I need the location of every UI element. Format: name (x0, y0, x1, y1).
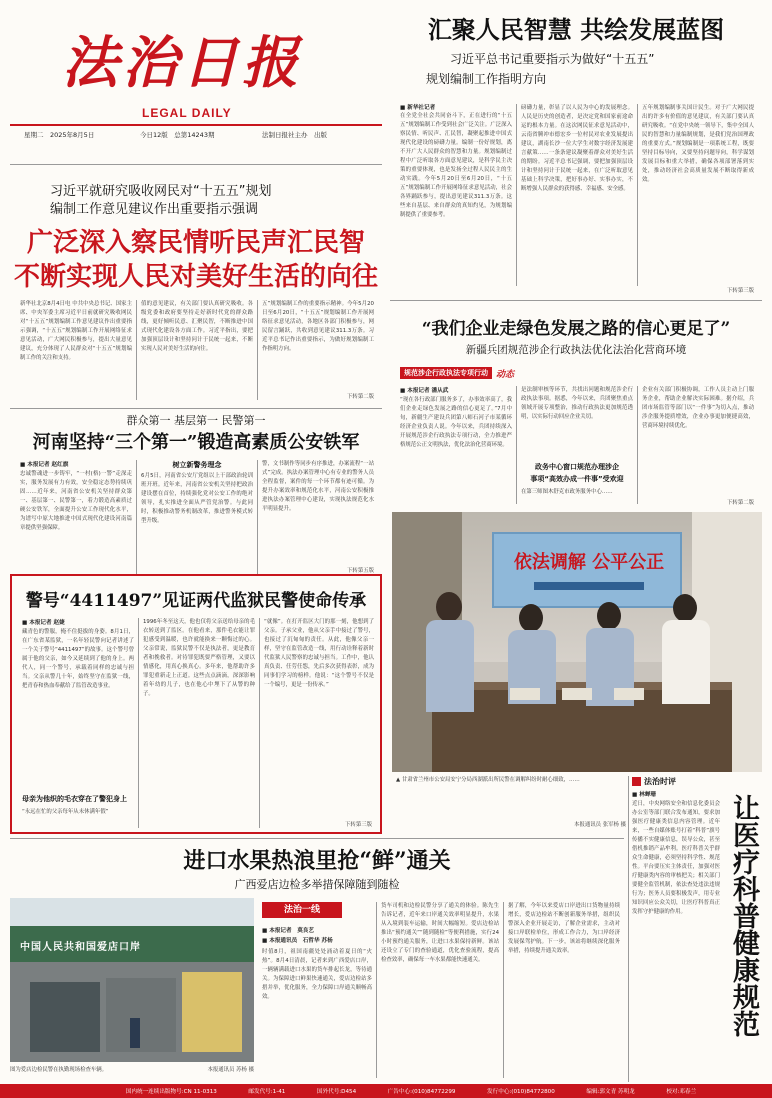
top-story-subtitle-2: 规划编制工作指明方向 (426, 72, 547, 86)
green-story-tag-2: 动态 (496, 369, 515, 380)
masthead-publisher: 法制日报社主办 出版 (262, 131, 327, 139)
masthead-date: 星期二 2025年8月5日 (24, 131, 95, 139)
fruit-story (10, 840, 624, 1082)
police-story-byline: ■ 本报记者 赵红旗 (20, 462, 69, 468)
masthead-logo-en: LEGAL DAILY (142, 106, 232, 120)
police-no-story-col-1: 藏青色的警服，掩不住挺拔的身姿。8月1日，在广东省某监狱，一名年轻民警向记者讲述了一个关于警号“4411497”的故事。这个警号曾属于他的父亲，如今又延续到了他的身上。两代人，同一个警号，承载着同样的忠诚与担当。父亲从警几十年，始终坚守在监狱一线，把青春和热血奉献给了监管改造事业。 (22, 629, 134, 689)
fruit-photo (10, 898, 254, 1062)
fruit-story-byline-1: ■ 本报记者 莫良艺 (262, 928, 314, 934)
lead-story-col-1: 新华社北京8月4日电 中共中央总书记、国家主席、中央军委主席习近平日前就研究吸收网民对“十五五”规划编制工作意见建议作出重要指示强调，“十五五”规划编制工作开展网络征求意见活动，广大网民积极参与，提出大量意见建议，充分体现了人民群众对“十五五”规划编制工作的关注和支持。 (20, 301, 132, 361)
fruit-photo-credit: 本报通讯员 苏杨 摄 (207, 1067, 254, 1073)
lead-story-kicker-1: 习近平就研究吸收网民对“十五五”规划 (50, 184, 272, 199)
top-story-title: 汇聚人民智慧 共绘发展蓝图 (427, 15, 725, 44)
green-story-footer: 下转第二版 (727, 500, 754, 506)
top-story-byline: ■ 新华社记者 (400, 105, 436, 111)
police-no-story-col-3: “就像”。在打开监区大门的那一刻，他想到了父亲。子承父业，他从父亲手中接过了警号，也接过了沉甸甸的责任。从此，他像父亲一样，坚守在监管改造一线，用行动诠释着新时代监狱人民警察的忠诚与担当。工作中，他认真负责、任劳任怨，先后多次获得表彰，成为同事们学习的榜样。他说：“这个警号不仅是一个编号，更是一份传承。” (264, 619, 374, 688)
green-story-subtitle: 新疆兵团规范涉企行政执法优化法治化营商环境 (465, 344, 687, 356)
top-story-col-2: 磅礴力量，彰显了以人民为中心的发展理念。人民是历史的创造者，是决定党和国家前途命运的根本力量。在这次网民征求意见活动中，云南省腾冲市德宏乡一位村民对农业发展提出建议，湖南长沙一位大学生对数字经济发展建言献策……一条条建议凝聚着群众对美好生活的期盼。习近平总书记强调，要把加强顶层设计和坚持问计于民统一起来，在广泛听取意见基础上科学决策，把好事办好、实事办实，不断增强人民群众的获得感、幸福感、安全感。 (521, 105, 633, 192)
police-story-title: 河南坚持“三个第一”锻造高素质公安铁军 (32, 432, 360, 453)
main-photo-caption-text: ▲ 甘肃省兰州市公安局安宁分局西湖派出所民警在调解纠纷时耐心细致，…… (396, 777, 580, 783)
column-tag (632, 776, 676, 787)
green-story-col-1: “现在各行政部门服务多了，办事效率高了，我们企业走绿色发展之路的信心更足了。”7月中旬，新疆生产建设兵团第八师石河子市某循环经济企业负责人说。今年以来，兵团持续深入开展规范涉企行政执法专项行动，全力推进严格规范公正文明执法，优化法治化营商环境。 (400, 397, 512, 448)
footer-item-proof: 校对:邓春兰 (666, 1089, 697, 1095)
police-no-story-lead: “永远在忙的父亲每年从未休满年假” (22, 809, 109, 815)
lead-story-col-2: 值的意见建议，有关部门要认真研究吸收。各级党委和政府要坚持走好新时代党的群众路线，更好倾听民意、汇聚民智，不断推进中国式现代化建设各方面工作。习近平指出，要把加强顶层设计和坚持问计于民统一起来，不断实现人民对美好生活的向往。 (141, 301, 253, 352)
footer-item-issn: 国内统一连续出版物号:CN 11-0313 (125, 1089, 217, 1095)
page-footer (0, 1084, 772, 1098)
fruit-story-col-2: 货车司机和边检民警分享了通关的体验。陈先生告诉记者，近年来口岸通关效率明显提升，水果从入境到装车运输，时间大幅缩短。爱店边检站推出“预约通关”“随到随检”等便利措施，实行24小时预约通关服务，让进口水果保持新鲜。该站还设立了专门的查验通道，优化查验流程，提高检查效率，确保每一车水果都能快速通关。 (381, 903, 499, 963)
top-story-subtitle-1: 习近平总书记重要指示为做好“十五五” (450, 52, 655, 66)
fruit-story-byline-2: ■ 本报通讯员 石哲华 苏杨 (262, 938, 333, 944)
police-story-col-2: 6月5日，河南省公安厅党组以上干部政治轮训班开班。近年来，河南省公安机关坚持把政治建设摆在首位，持续强化党对公安工作的绝对领导，扎实推进全面从严管党治警。与此同时，积极推动警务机制改革，推进警务模式转型升级。 (141, 473, 253, 524)
column (632, 776, 762, 1082)
green-story-title: “我们企业走绿色发展之路的信心更足了” (421, 319, 731, 339)
green-story (390, 302, 762, 510)
police-no-story-subhead: 母亲为他织的毛衣穿在了警犯身上 (22, 795, 127, 803)
masthead (10, 10, 382, 158)
column-byline: ■ 林蝉珊 (632, 792, 657, 798)
fruit-story-col-1: 时值8月，祖国南疆处处涌动着夏日的“火热”。8月4日清晨，记者来到广西爱店口岸，一辆辆满载进口水果的货车排起长龙，等待通关。为保障进口鲜果快速通关，爱店边检站多措并举，优化服务，全力保障口岸通关顺畅高效。 (262, 949, 372, 1000)
footer-item-ad: 广告中心:(010)84772299 (387, 1089, 456, 1095)
lead-story-col-3: 五”规划编制工作的重要指示精神。今年5月20日至6月20日，“十五五”规划编制工作开展网络征求意见活动，各地区各部门积极参与，网民留言踊跃，共收到意见建议311.3万条。习近平总书记作出重要指示，为做好规划编制工作指明方向。 (262, 301, 374, 352)
green-story-col-2b: 在第三师图木舒克市政务服务中心…… (521, 489, 613, 495)
photo-banner-text: 依法调解 公平公正 (513, 552, 665, 573)
police-story-col-1: 忠诚警魂进一步铸牢，“一村(格)一警”走深走实，服务发展有力有效，安全稳定态势持续巩固……近年来，河南省公安机关坚持群众第一、基层第一、民警第一，着力锻造高素质过硬公安铁军，全面提升公安工作现代化水平，为谱写中原大地推进中国式现代化建设河南篇章提供坚强保障。 (20, 471, 132, 531)
main-photo (392, 512, 762, 772)
footer-item-abroad: 国外代号:D454 (316, 1089, 357, 1095)
top-story-col-3: 五年规划编制事关国计民生。对于广大网民提出的许多有价值的意见建议，有关部门要认真研究吸收。“在党中央统一领导下，集中全国人民的智慧和力量编制规划，是我们党治国理政的重要方式。”规划编制是一项系统工程，既要坚持目标导向，又要坚持问题导向，科学谋划发展目标和重大举措，确保各项部署落到实处，推动经济社会高质量发展不断取得新成效。 (642, 105, 754, 183)
column-title: 让医疗科普健康规范 (728, 794, 759, 1037)
police-story-kicker: 群众第一 基层第一 民警第一 (126, 414, 266, 427)
police-no-story-byline: ■ 本报记者 赵婕 (22, 620, 65, 626)
lead-story (10, 166, 382, 406)
photo-person-4 (656, 594, 716, 704)
photo-person-1 (420, 592, 480, 712)
police-no-story-title: 警号“4411497”见证两代监狱民警使命传承 (25, 591, 367, 611)
green-story-tag-label: 规范涉企行政执法专项行动 (400, 367, 492, 379)
lead-story-kicker-2: 编制工作意见建议作出重要指示强调 (50, 202, 259, 217)
green-story-byline: ■ 本报记者 潘从武 (400, 388, 449, 394)
lead-story-title-1: 广泛深入察民情听民声汇民智 (26, 228, 365, 258)
column-body: 近日，中央网络安全和信息化委员会办公室等部门联合发布通知，要求加强医疗健康类信息内容管理。近年来，一些自媒体账号打着“科普”旗号传播不实健康信息，误导公众，甚至借机推销产品牟利。医疗科普关乎群众生命健康，必须坚持科学性、规范性。平台要压实主体责任，加强对医疗健康类内容的审核把关；相关部门要健全监管机制，依法查处违法违规行为；医务人员要积极发声，用专业知识回应公众关切，让医疗科普真正发挥守护健康的作用。 (632, 801, 720, 915)
column-tag-label: 法治时评 (644, 777, 676, 786)
main-photo-credit: 本报通讯员 张军杨 摄 (574, 822, 626, 828)
top-story-col-1: 在全党全社会共同奋斗下，正在进行的“十五五”规划编制工作受到社会广泛关注。广泛深入察民情、听民声、汇民智，凝聚起推进中国式现代化建设的磅礴力量。编制一份好规划，离不开广大人民群众的智慧和力量。规划编制过程中广泛听取各方面意见建议，是科学民主决策的重要体现，也是发扬全过程人民民主的生动实践。今年5月20日至6月20日，“十五五”规划编制工作开展网络征求意见活动，社会各界踊跃参与，提出意见建议311.3万条。这些来自基层、来自群众的真知灼见，为规划编制提供了重要参考。 (400, 113, 512, 218)
masthead-edition: 今日12版 总第14243期 (140, 131, 215, 139)
police-story-footer: 下转第五版 (347, 568, 374, 574)
green-story-subhead-2: 事项“高效办成一件事”受欢迎 (530, 475, 624, 483)
green-story-tag (400, 366, 514, 380)
police-story (10, 410, 382, 576)
police-no-story (10, 574, 382, 834)
fruit-story-tag-label: 法治一线 (283, 905, 320, 915)
police-story-subhead: 树立新警务理念 (172, 461, 222, 469)
footer-item-editor: 编辑:郭文青 苏明龙 (586, 1089, 635, 1095)
top-story (390, 8, 762, 298)
police-no-story-col-2: 1996年冬至这天，他也仅将父亲送给母亲的毛衣转送到了监区。在他看来，那件毛衣能让罪犯感受到温暖，也许就能换来一颗悔过的心。父亲常说，监狱民警不仅是执法者，更是教育者和挽救者。对待罪犯既要严格管理，又要以情感化，用真心换真心。多年来，他帮助许多罪犯重新走上正道。这些点点滴滴，深深影响着年幼的儿子，也在他心中埋下了从警的种子。 (143, 619, 255, 697)
lead-story-title-2: 不断实现人民对美好生活的向往 (13, 262, 378, 292)
green-story-col-2: 是法制审核等环节，共找出问题和规范涉企行政执法事项。据悉，今年以来，兵团聚焦重点领域开展专项整治，推动行政执法更加规范透明，以实际行动回应企业关切。 (521, 387, 633, 420)
green-story-subhead (521, 462, 633, 484)
fruit-story-title: 进口水果热浪里抢“鲜”通关 (183, 848, 451, 874)
column-tag-icon (632, 777, 641, 786)
fruit-story-col-3: 据了解，今年以来爱店口岸进出口货物量持续增长，爱店边检站不断创新服务举措，组织民警深入企业开展走访，了解企业需求，主动对接口岸联检单位，形成工作合力，为口岸经济发展保驾护航。下一步，该站将继续深化服务举措，持续提升通关效率。 (508, 903, 620, 954)
police-story-col-3: 警，文书制作等同步有序推进，办案流程“一站式”完成。执法办案管理中心有专业的警务人员全程监督，案件的每一个环节都有迹可循。为提升办案效率和规范化水平，河南公安积极推进执法办案管理中心建设，实现执法规范化水平明显提升。 (262, 461, 374, 512)
green-story-subhead-1: 政务中心窗口规范办理涉企 (535, 463, 619, 471)
fruit-story-subtitle: 广西爱店边检多举措保障随到随检 (234, 878, 400, 891)
fruit-story-tag (262, 902, 342, 918)
green-story-col-3: 企业有关部门积极协调，工作人员主动上门服务企业，帮助企业解决实际困难。据介绍，兵团市场监管等部门以“一件事”为切入点，推动涉企服务提质增效，企业办事更加便捷高效，营商环境持续优化。 (642, 387, 754, 429)
footer-item-dist: 发行中心:(010)84772800 (487, 1089, 555, 1095)
fruit-photo-caption: 图为爱店边检民警在执勤现场检查车辆。 (10, 1067, 108, 1073)
fruit-photo-sign: 中国人民共和国爱店口岸 (20, 942, 141, 953)
top-story-footer: 下转第三版 (727, 288, 754, 294)
footer-item-post: 邮发代号:1-41 (248, 1089, 286, 1095)
police-no-story-footer: 下转第三版 (345, 822, 372, 828)
photo-banner (492, 532, 682, 608)
lead-story-footer: 下转第二版 (347, 394, 374, 400)
masthead-logo: 法治日报 (62, 30, 302, 96)
